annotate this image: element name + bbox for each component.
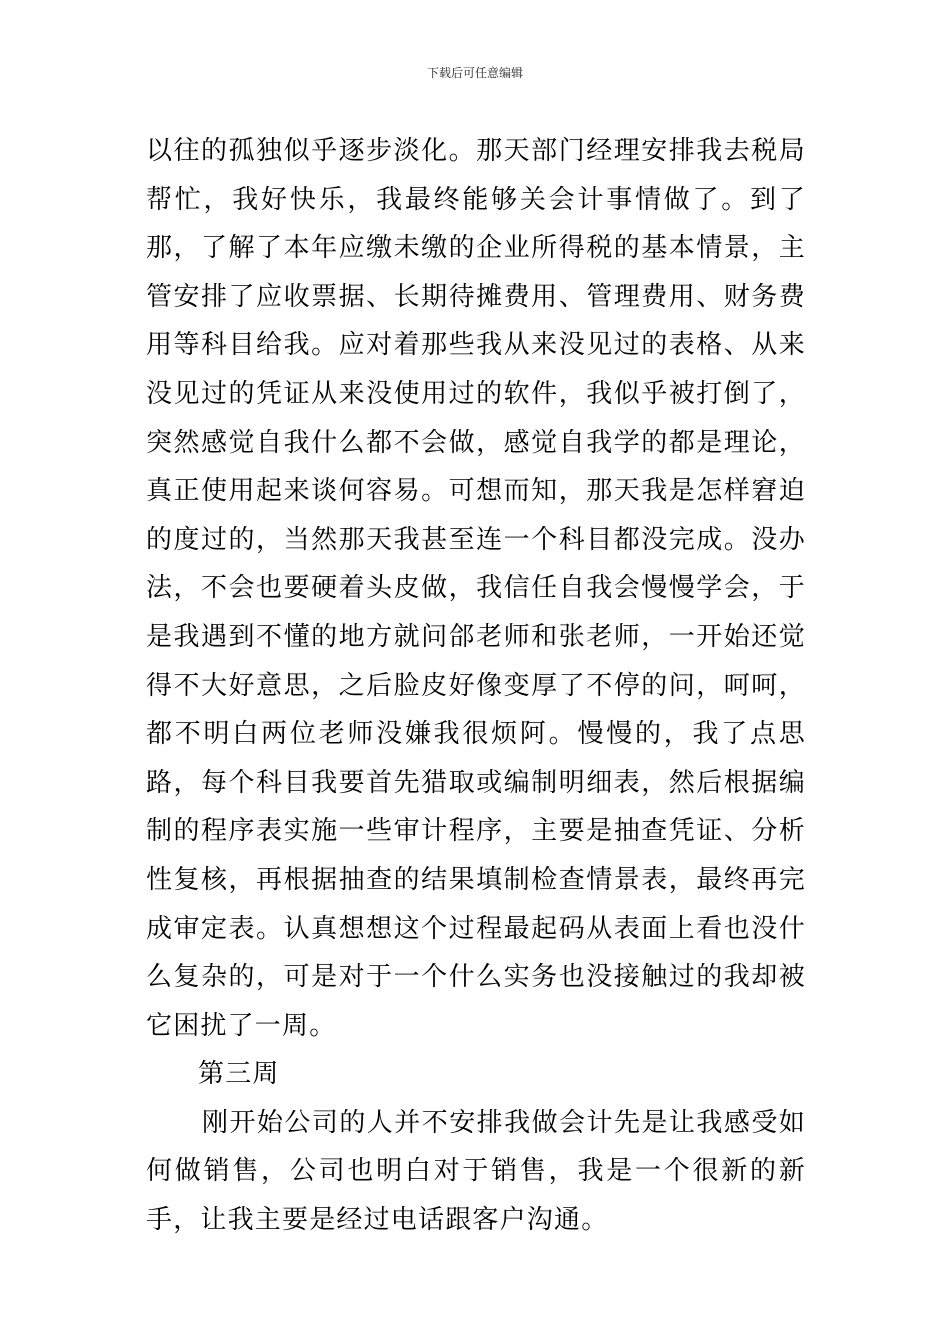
section-heading-week-three: 第三周 (198, 1059, 280, 1090)
paragraph-week-three: 刚开始公司的人并不安排我做会计先是让我感受如何做销售，公司也明白对于销售，我是一个很新的新手，让我主要是经过电话跟客户沟通。 (146, 1107, 806, 1236)
paragraph-week-two-continued: 以往的孤独似乎逐步淡化。那天部门经理安排我去税局帮忙，我好快乐，我最终能够关会计事情做了。到了那，了解了本年应缴未缴的企业所得税的基本情景，主管安排了应收票据、长期待摊费用、管理费用、财务费用等科目给我。应对着那些我从来没见过的表格、从来没见过的凭证从来没使用过的软件，我似乎被打倒了，突然感觉自我什么都不会做，感觉自我学的都是理论，真正使用起来谈何容易。可想而知，那天我是怎样窘迫的度过的，当然那天我甚至连一个科目都没完成。没办法，不会也要硬着头皮做，我信任自我会慢慢学会，于是我遇到不懂的地方就问郃老师和张老师，一开始还觉得不大好意思，之后脸皮好像变厚了不停的问，呵呵，都不明白两位老师没嫌我很烦阿。慢慢的，我了点思路，每个科目我要首先猎取或编制明细表，然后根据编制的程序表实施一些审计程序，主要是抽查凭证、分析性复核，再根据抽查的结果填制检查情景表，最终再完成审定表。认真想想这个过程最起码从表面上看也没什么复杂的，可是对于一个什么实务也没接触过的我却被它困扰了一周。 (146, 136, 806, 1041)
page-header: 下载后可任意编辑 (426, 66, 523, 80)
document-body (146, 127, 806, 1245)
